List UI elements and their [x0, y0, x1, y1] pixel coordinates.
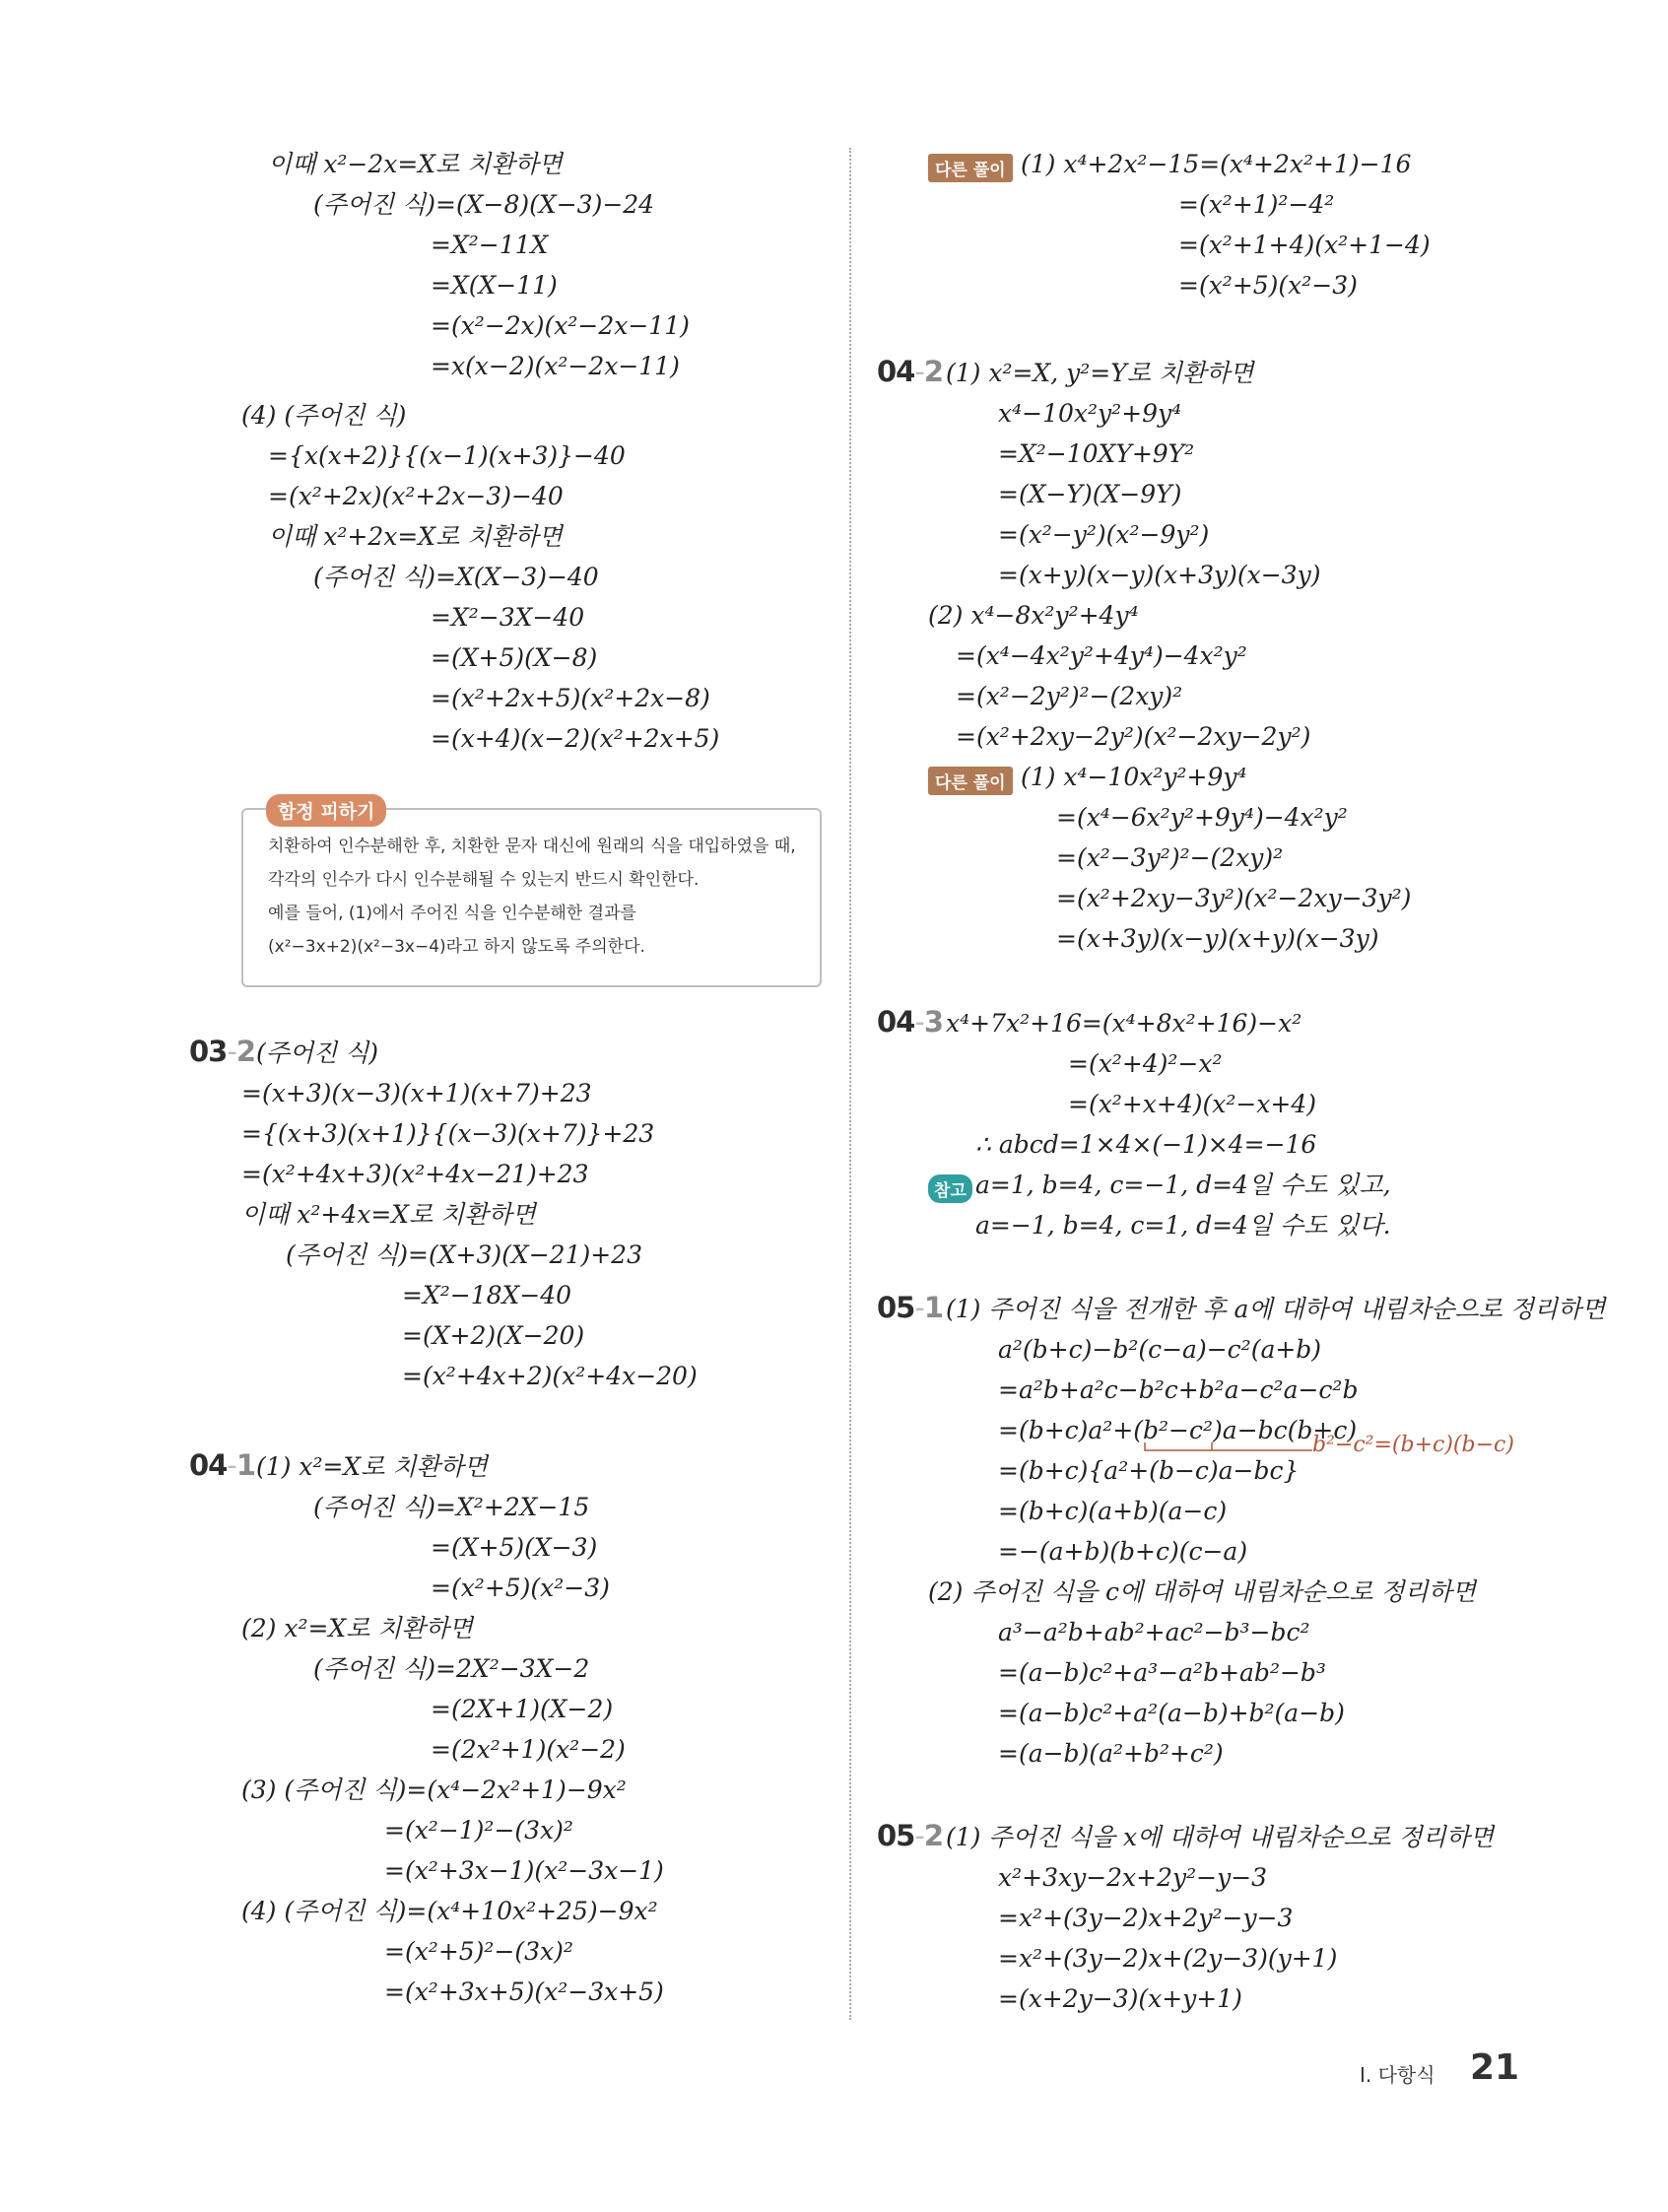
- text-line: x⁴+7x²+16=(x⁴+8x²+16)−x²: [946, 1009, 1302, 1038]
- text-line: ∴ abcd=1×4×(−1)×4=−16: [975, 1130, 1317, 1159]
- text-line: =X²−10XY+9Y²: [998, 439, 1195, 468]
- text-line: ={(x+3)(x+1)}{(x−3)(x+7)}+23: [241, 1119, 655, 1148]
- text-line: =(X+5)(X−8): [431, 643, 598, 672]
- text-line: =(X+5)(X−3): [431, 1533, 598, 1562]
- text-line: =(x²+2xy−3y²)(x²−2xy−3y²): [1056, 884, 1412, 912]
- text-line: =(x²+4x+2)(x²+4x−20): [402, 1362, 698, 1390]
- text-line: =(x²−2x)(x²−2x−11): [431, 311, 690, 340]
- text-line: =(x²+5)(x²−3): [1178, 271, 1358, 300]
- text-line: (1) x²=X로 치환하면: [256, 1452, 488, 1481]
- text-line: =(X−Y)(X−9Y): [998, 480, 1182, 508]
- text-line: =(a−b)(a²+b²+c²): [998, 1739, 1224, 1768]
- text-line: (4) (주어진 식): [241, 401, 407, 430]
- text-line: =−(a+b)(b+c)(c−a): [998, 1537, 1248, 1566]
- text-line: (주어진 식): [256, 1039, 379, 1067]
- text-line: (1) x⁴+2x²−15=(x⁴+2x²+1)−16: [1021, 150, 1412, 178]
- text-line: (3) (주어진 식)=(x⁴−2x²+1)−9x²: [241, 1776, 627, 1804]
- text-line: (1) 주어진 식을 x에 대하여 내림차순으로 정리하면: [946, 1823, 1495, 1851]
- section-label-04-3: 04-3: [877, 1005, 944, 1039]
- text-line: =(x²+3x+5)(x²−3x+5): [384, 1977, 664, 2006]
- side-note: b²−c²=(b+c)(b−c): [1312, 1433, 1514, 1457]
- section-label-03-2: 03-2: [189, 1035, 256, 1068]
- tip-line: 치환하여 인수분해한 후, 치환한 문자 대신에 원래의 식을 대입하였을 때,: [268, 837, 796, 856]
- text-line: =(2X+1)(X−2): [431, 1695, 614, 1723]
- text-line: =(x+3y)(x−y)(x+y)(x−3y): [1056, 924, 1379, 953]
- text-line: =(x+4)(x−2)(x²+2x+5): [431, 724, 720, 753]
- text-line: =(x²+x+4)(x²−x+4): [1068, 1090, 1317, 1118]
- text-line: =(2x²+1)(x²−2): [431, 1735, 626, 1764]
- text-line: =(x⁴−4x²y²+4y⁴)−4x²y²: [956, 641, 1247, 670]
- text-line: 이때 x²+4x=X로 치환하면: [241, 1200, 536, 1229]
- text-line: =(x²−2y²)²−(2xy)²: [956, 682, 1183, 710]
- text-line: =(x+y)(x−y)(x+3y)(x−3y): [998, 561, 1321, 589]
- text-line: =x(x−2)(x²−2x−11): [431, 352, 680, 380]
- chapter-label: Ⅰ. 다항식: [1360, 2063, 1435, 2087]
- text-line: =(x²+4x+3)(x²+4x−21)+23: [241, 1160, 589, 1188]
- text-line: (주어진 식)=2X²−3X−2: [313, 1654, 590, 1683]
- section-label-04-1: 04-1: [189, 1448, 256, 1482]
- text-line: =(x²−y²)(x²−9y²): [998, 520, 1210, 549]
- text-line: (1) x²=X, y²=Y로 치환하면: [946, 359, 1254, 387]
- tip-line: 예를 들어, (1)에서 주어진 식을 인수분해한 결과를: [268, 904, 636, 923]
- text-line: =(a−b)c²+a³−a²b+ab²−b³: [998, 1658, 1326, 1687]
- reference-badge: 참고: [928, 1174, 972, 1203]
- text-line: =(b+c)(a+b)(a−c): [998, 1497, 1228, 1525]
- text-line: =a²b+a²c−b²c+b²a−c²a−c²b: [998, 1375, 1359, 1404]
- text-line: (2) 주어진 식을 c에 대하여 내림차순으로 정리하면: [928, 1577, 1476, 1606]
- text-line: (2) x²=X로 치환하면: [241, 1614, 473, 1642]
- text-line: =(x+3)(x−3)(x+1)(x+7)+23: [241, 1079, 592, 1107]
- text-line: 이때 x²+2x=X로 치환하면: [268, 522, 563, 551]
- alt-solution-badge: 다른 풀이: [928, 767, 1013, 795]
- text-line: (주어진 식)=X²+2X−15: [313, 1493, 590, 1521]
- note-connector: [1143, 1441, 1315, 1460]
- text-line: (주어진 식)=(X−8)(X−3)−24: [313, 190, 655, 219]
- alt-solution-badge: 다른 풀이: [928, 154, 1013, 182]
- text-line: =(x²+2x+5)(x²+2x−8): [431, 684, 710, 712]
- text-line: =(x+2y−3)(x+y+1): [998, 1984, 1242, 2013]
- text-line: =(x²+4)²−x²: [1068, 1049, 1223, 1078]
- text-line: =(x²+5)(x²−3): [431, 1574, 610, 1602]
- text-line: 이때 x²−2x=X로 치환하면: [268, 150, 563, 178]
- text-line: =(x²+3x−1)(x²−3x−1): [384, 1856, 664, 1885]
- page-number: 21: [1470, 2047, 1520, 2088]
- text-line: =X²−11X: [431, 231, 549, 259]
- text-line: (주어진 식)=(X+3)(X−21)+23: [286, 1240, 642, 1269]
- text-line: (2) x⁴−8x²y²+4y⁴: [928, 601, 1139, 630]
- text-line: =(X+2)(X−20): [402, 1321, 585, 1350]
- text-line: a=1, b=4, c=−1, d=4일 수도 있고,: [975, 1171, 1391, 1199]
- text-line: x⁴−10x²y²+9y⁴: [998, 399, 1182, 428]
- text-line: =X²−3X−40: [431, 603, 585, 632]
- section-label-05-1: 05-1: [877, 1291, 944, 1324]
- text-line: =X(X−11): [431, 271, 558, 300]
- text-line: a²(b+c)−b²(c−a)−c²(a+b): [998, 1335, 1322, 1364]
- text-line: x²+3xy−2x+2y²−y−3: [998, 1863, 1268, 1892]
- text-line: (주어진 식)=X(X−3)−40: [313, 563, 599, 591]
- text-line: a=−1, b=4, c=1, d=4일 수도 있다.: [975, 1211, 1391, 1240]
- tip-line: 각각의 인수가 다시 인수분해될 수 있는지 반드시 확인한다.: [268, 870, 700, 890]
- text-line: =(x²+1+4)(x²+1−4): [1178, 231, 1431, 259]
- text-line: =(x²+2xy−2y²)(x²−2xy−2y²): [956, 722, 1311, 751]
- text-line: (1) 주어진 식을 전개한 후 a에 대하여 내림차순으로 정리하면: [946, 1295, 1606, 1323]
- text-line: =(b+c){a²+(b−c)a−bc}: [998, 1456, 1300, 1485]
- text-line: =(x⁴−6x²y²+9y⁴)−4x²y²: [1056, 803, 1348, 832]
- column-divider: [849, 148, 851, 2020]
- text-line: =x²+(3y−2)x+(2y−3)(y+1): [998, 1944, 1338, 1973]
- tip-title: 함정 피하기: [266, 794, 386, 827]
- text-line: =(x²+5)²−(3x)²: [384, 1937, 573, 1966]
- text-line: =(x²−1)²−(3x)²: [384, 1816, 573, 1844]
- text-line: =X²−18X−40: [402, 1281, 572, 1309]
- text-line: =(x²+1)²−4²: [1178, 190, 1335, 219]
- tip-line: (x²−3x+2)(x²−3x−4)라고 하지 않도록 주의한다.: [268, 937, 645, 957]
- text-line: =(x²+2x)(x²+2x−3)−40: [268, 482, 564, 510]
- text-line: a³−a²b+ab²+ac²−b³−bc²: [998, 1618, 1310, 1646]
- text-line: ={x(x+2)}{(x−1)(x+3)}−40: [268, 441, 626, 470]
- text-line: =(b+c)a²+(b²−c²)a−bc(b+c): [998, 1416, 1358, 1444]
- section-label-05-2: 05-2: [877, 1819, 944, 1852]
- text-line: (4) (주어진 식)=(x⁴+10x²+25)−9x²: [241, 1897, 658, 1925]
- section-label-04-2: 04-2: [877, 355, 944, 388]
- text-line: =(x²−3y²)²−(2xy)²: [1056, 843, 1284, 872]
- text-line: =x²+(3y−2)x+2y²−y−3: [998, 1904, 1294, 1932]
- text-line: =(a−b)c²+a²(a−b)+b²(a−b): [998, 1699, 1345, 1727]
- text-line: (1) x⁴−10x²y²+9y⁴: [1021, 763, 1247, 791]
